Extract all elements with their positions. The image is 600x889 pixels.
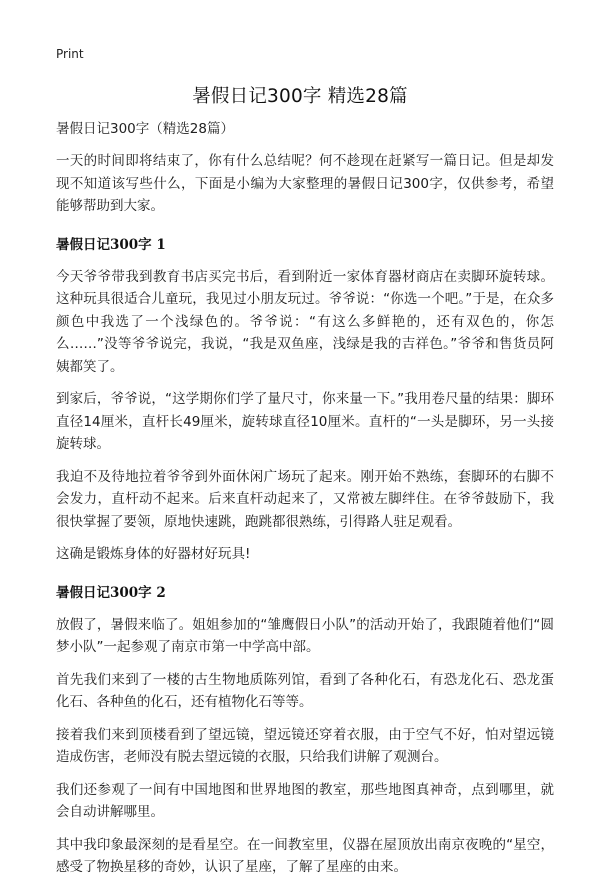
paragraph: 我迫不及待地拉着爷爷到外面休闲广场玩了起来。刚开始不熟练，套脚环的右脚不会发力，直杆动不起来。后来直杆动起来了，又常被左脚绊住。在爷爷鼓励下，我很快掌握了要领，原地快速跳，跑跳都很熟练，引得路人驻足观看。 <box>56 468 554 530</box>
paragraph: 今天爷爷带我到教育书店买完书后，看到附近一家体育器材商店在卖脚环旋转球。这种玩具很适合儿童玩，我见过小朋友玩过。爷爷说：“你选一个吧。”于是，在众多颜色中我选了一个浅绿色的。爷爷说：“有这么多鲜艳的，还有双色的，你怎么……”没等爷爷说完，我说，“我是双鱼座，浅绿是我的吉祥色。”爷爷和售货员阿姨都笑了。 <box>56 268 554 375</box>
paragraph: 其中我印象最深刻的是看星空。在一间教室里，仪器在屋顶放出南京夜晚的“星空，感受了物换星移的奇妙，认识了星座，了解了星座的由来。 <box>56 836 554 875</box>
paragraph: 我们还参观了一间有中国地图和世界地图的教室，那些地图真神奇，点到哪里，就会自动讲解哪里。 <box>56 781 554 820</box>
paragraph: 放假了，暑假来临了。姐姐参加的“雏鹰假日小队”的活动开始了，我跟随着他们“圆梦小队”一起参观了南京市第一中学高中部。 <box>56 616 554 655</box>
article-body <box>56 118 554 889</box>
diary-section-2 <box>56 582 554 879</box>
diary-section-1 <box>56 234 554 566</box>
paragraph: 这确是锻炼身体的好器材好玩具! <box>56 546 251 562</box>
paragraph: 接着我们来到顶楼看到了望远镜，望远镜还穿着衣服，由于空气不好，怕对望远镜造成伤害，老师没有脱去望远镜的衣服，只给我们讲解了观测台。 <box>56 726 554 765</box>
intro-paragraph: 一天的时间即将结束了，你有什么总结呢？何不趁现在赶紧写一篇日记。但是却发现不知道该写些什么，下面是小编为大家整理的暑假日记300字，仅供参考，希望能够帮助到大家。 <box>56 153 554 214</box>
article-subtitle: 暑假日记300字（精选28篇） <box>56 121 234 137</box>
paragraph: 首先我们来到了一楼的古生物地质陈列馆，看到了各种化石，有恐龙化石、恐龙蛋化石、各种鱼的化石，还有植物化石等等。 <box>56 671 554 710</box>
page-title: 暑假日记300字 精选28篇 <box>192 86 408 107</box>
section-heading: 暑假日记300字 2 <box>56 584 166 601</box>
paragraph: 到家后，爷爷说，“这学期你们学了量尺寸，你来量一下。”我用卷尺量的结果：脚环直径14厘米，直杆长49厘米，旋转球直径10厘米。直杆的“一头是脚环，另一头接旋转球。 <box>56 391 554 452</box>
section-heading: 暑假日记300字 1 <box>56 236 166 253</box>
print-label: Print <box>56 47 84 61</box>
